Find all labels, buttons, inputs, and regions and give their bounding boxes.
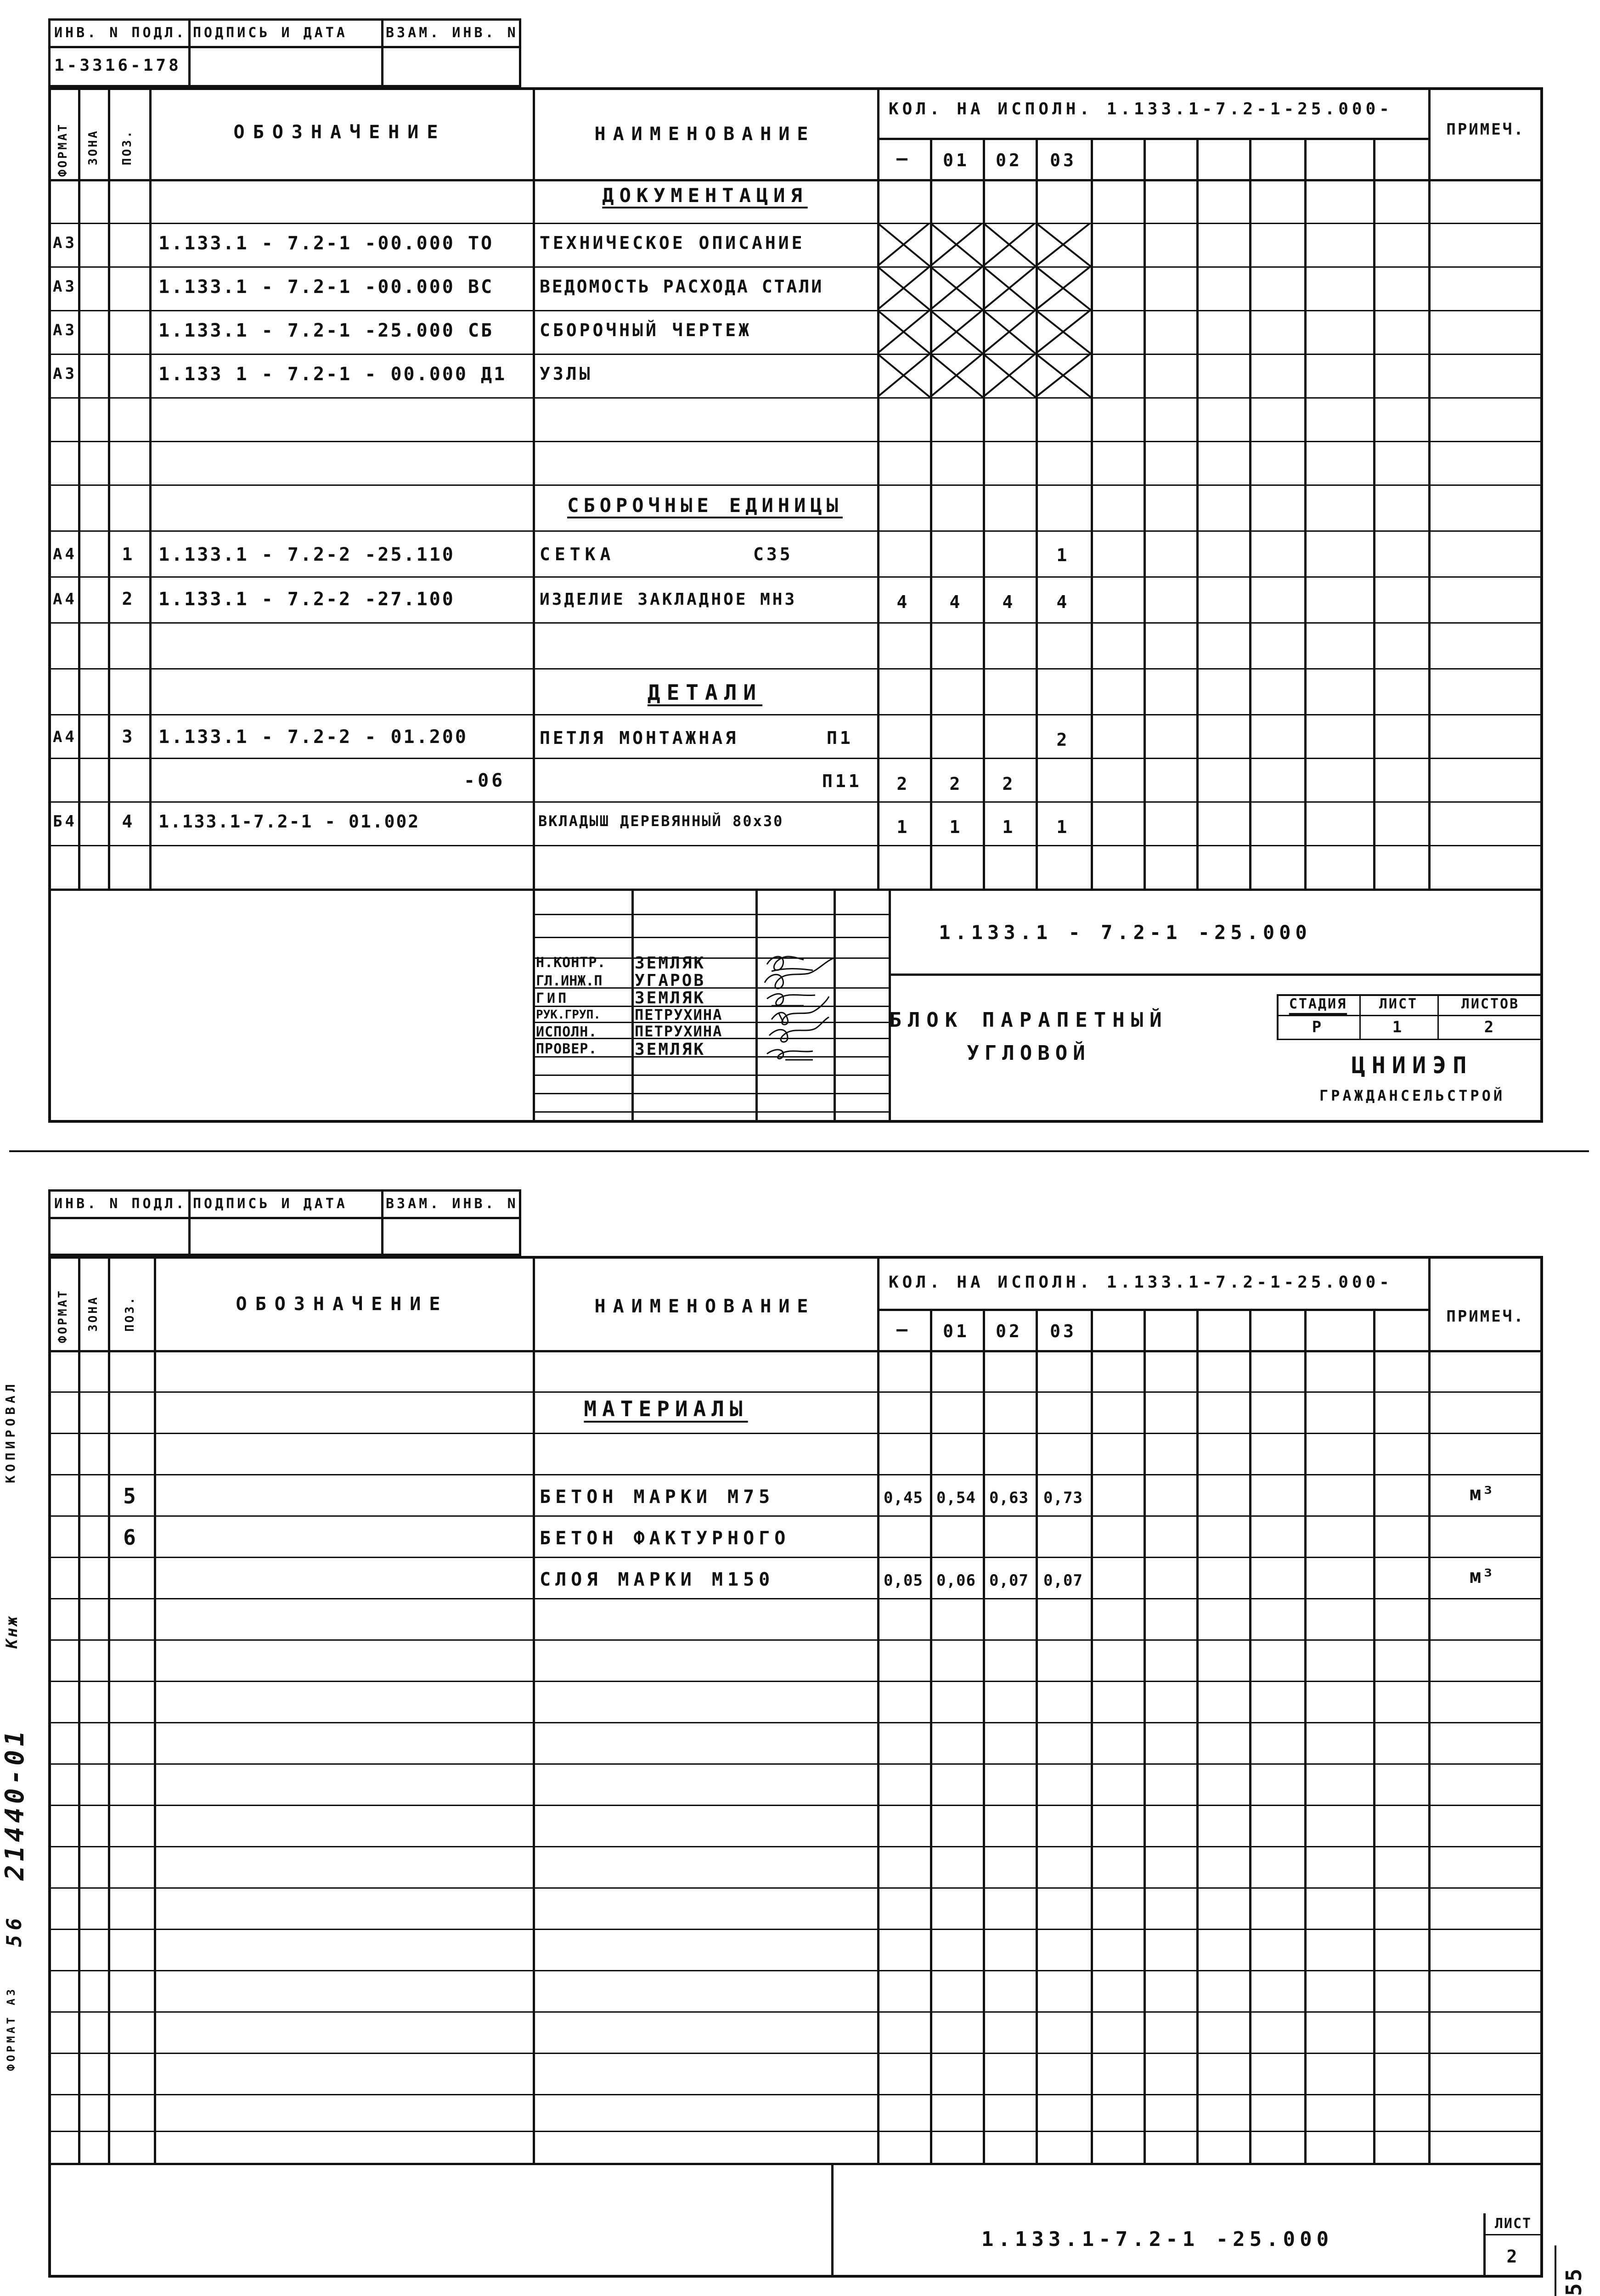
row6-q2: 4: [1002, 592, 1016, 612]
margin-copy: КОПИРОВАЛ: [3, 1380, 18, 1483]
org-name: ЦНИИЭП: [1351, 1052, 1473, 1079]
row6-q1: 4: [949, 592, 963, 612]
rule: [78, 87, 80, 889]
row6-q3: 4: [1056, 592, 1070, 612]
margin-sign: Кнж: [3, 1615, 21, 1649]
header-format-2: ФОРМАТ: [56, 1289, 70, 1343]
rule: [48, 484, 1543, 486]
header-designation: ОБОЗНАЧЕНИЕ: [233, 122, 446, 143]
rule: [48, 889, 1543, 891]
qty-col-2: 02: [996, 150, 1022, 170]
qty-col-3: 03: [1050, 150, 1076, 170]
rule: [48, 1391, 1543, 1393]
sheet-2-frame: [48, 1256, 1543, 2278]
row3-format: А3: [53, 321, 77, 339]
row6-designation: 1.133.1 - 7.2-2 -27.100: [158, 589, 455, 610]
role-3: ГИП: [536, 990, 569, 1007]
row5-format: А4: [53, 545, 77, 563]
row6-q0: 4: [896, 592, 910, 612]
rule: [48, 1763, 1543, 1765]
header-designation-2: ОБОЗНАЧЕНИЕ: [236, 1294, 449, 1315]
rule: [48, 1350, 1543, 1352]
qty-col-1: 01: [943, 150, 969, 170]
rule: [1036, 1309, 1038, 2163]
qty2-col-1: 01: [943, 1321, 969, 1341]
person-6: ЗЕМЛЯК: [635, 1040, 706, 1059]
row7-q3: 2: [1056, 730, 1070, 750]
rule: [877, 1309, 1428, 1311]
rule: [48, 2053, 1543, 2054]
mat3-q1: 0,06: [936, 1571, 976, 1590]
rule: [48, 1474, 1543, 1475]
rule: [831, 2163, 834, 2278]
mat1-unit: м³: [1470, 1482, 1495, 1505]
rule: [188, 1189, 191, 1256]
rule: [1373, 138, 1375, 889]
sheet1-code: 1.133.1 - 7.2-1 -25.000: [939, 921, 1312, 944]
rule: [533, 1111, 889, 1113]
rule: [1483, 2213, 1486, 2278]
role-1: Н.КОНТР.: [536, 955, 606, 971]
rule: [1091, 1309, 1093, 2163]
row4-designation: 1.133 1 - 7.2-1 - 00.000 Д1: [158, 364, 507, 385]
rule: [48, 266, 1543, 268]
mat1-q1: 0,54: [936, 1489, 976, 1507]
rule: [48, 668, 1543, 670]
rule: [48, 714, 1543, 715]
rule: [48, 397, 1543, 399]
rule: [48, 1217, 521, 1219]
section-materials: МАТЕРИАЛЫ: [584, 1396, 748, 1421]
person-5: ПЕТРУХИНА: [635, 1023, 723, 1040]
row9-q0: 1: [896, 817, 910, 837]
row8-q2: 2: [1002, 774, 1016, 794]
rule: [48, 2163, 1543, 2165]
row2-format: А3: [53, 277, 77, 296]
stamp-inv-value: 1-3316-178: [54, 56, 181, 75]
rule: [48, 845, 1543, 846]
header-name-2: НАИМЕНОВАНИЕ: [594, 1296, 816, 1317]
row9-q1: 1: [949, 817, 963, 837]
rule: [48, 223, 1543, 224]
rule: [1277, 1015, 1543, 1016]
sheet-value: 1: [1392, 1018, 1405, 1036]
row7-name: ПЕТЛЯ МОНТАЖНАЯ: [540, 728, 739, 748]
sheet-header: ЛИСТ: [1379, 996, 1418, 1012]
rule: [1277, 1039, 1543, 1040]
row5-q3: 1: [1056, 545, 1070, 565]
rule: [48, 354, 1543, 355]
stamp-vzam-header-2: ВЗАМ. ИНВ. N: [386, 1196, 518, 1212]
rule: [1483, 2234, 1543, 2235]
qty2-col-2: 02: [996, 1321, 1022, 1341]
rule: [48, 179, 1543, 181]
row1-format: А3: [53, 234, 77, 252]
rule: [983, 1309, 985, 2163]
page-number-rule: [1555, 2245, 1556, 2296]
sheet-separator: [9, 1150, 1589, 1152]
row7-format: А4: [53, 728, 77, 746]
rule: [930, 1309, 932, 2163]
row7-name-mark: П1: [827, 728, 853, 748]
section-parts: ДЕТАЛИ: [647, 680, 763, 705]
rule: [48, 46, 521, 48]
role-6: ПРОВЕР.: [536, 1041, 597, 1057]
row8-q0: 2: [896, 774, 910, 794]
rule: [533, 914, 889, 915]
rule: [48, 622, 1543, 624]
row4-name: УЗЛЫ: [540, 364, 593, 384]
mat3-q0: 0,05: [884, 1571, 923, 1590]
rule: [48, 1639, 1543, 1641]
rule: [149, 87, 152, 889]
row5-name-mark: С35: [753, 544, 793, 564]
rule: [877, 87, 879, 889]
rule: [877, 138, 1428, 140]
row1-name: ТЕХНИЧЕСКОЕ ОПИСАНИЕ: [540, 233, 805, 253]
qty2-col-3: 03: [1050, 1321, 1076, 1341]
row9-format: Б4: [53, 812, 77, 831]
crossed-cells: [877, 223, 1091, 397]
stage-value: Р: [1312, 1018, 1324, 1036]
row5-name: СЕТКА: [540, 544, 615, 564]
role-5: ИСПОЛН.: [536, 1024, 597, 1040]
row3-designation: 1.133.1 - 7.2-1 -25.000 СБ: [158, 320, 494, 341]
row4-format: А3: [53, 365, 77, 383]
row8-name-mark: П11: [822, 771, 862, 791]
rule: [1144, 138, 1146, 889]
rule: [381, 1189, 383, 1256]
rule: [1304, 138, 1307, 889]
margin-format: ФОРМАТ А3: [5, 1986, 17, 2071]
mat2-name: БЕТОН ФАКТУРНОГО: [540, 1528, 790, 1549]
header-name: НАИМЕНОВАНИЕ: [594, 124, 816, 145]
rule: [1196, 138, 1199, 889]
rule: [48, 758, 1543, 759]
rule: [533, 87, 535, 889]
margin-extra: 56: [3, 1913, 26, 1947]
row9-q3: 1: [1056, 817, 1070, 837]
row8-designation: -06: [464, 770, 506, 791]
sheets-header: ЛИСТОВ: [1461, 996, 1520, 1012]
stamp-inv-header: ИНВ. N ПОДЛ.: [54, 25, 187, 41]
rule: [48, 1929, 1543, 1930]
sheet2-code: 1.133.1-7.2-1 -25.000: [981, 2228, 1334, 2251]
rule: [48, 1846, 1543, 1847]
rule: [48, 441, 1543, 442]
section-docs: ДОКУМЕНТАЦИЯ: [602, 184, 808, 207]
rule: [48, 1722, 1543, 1723]
row6-pos: 2: [122, 589, 135, 609]
person-3: ЗЕМЛЯК: [635, 989, 706, 1007]
row6-format: А4: [53, 590, 77, 608]
header-pos: ПОЗ.: [120, 129, 134, 165]
section-assemblies: СБОРОЧНЫЕ ЕДИНИЦЫ: [567, 494, 843, 517]
rule: [1304, 1309, 1307, 2163]
person-2: УГАРОВ: [635, 971, 706, 990]
role-2: ГЛ.ИНЖ.П: [536, 973, 603, 989]
mat3-unit: м³: [1470, 1565, 1495, 1587]
stamp-sign-header-2: ПОДПИСЬ И ДАТА: [193, 1196, 348, 1212]
page-number: 55: [1561, 2267, 1586, 2296]
org-subname: ГРАЖДАНСЕЛЬСТРОЙ: [1319, 1087, 1505, 1104]
row3-name: СБОРОЧНЫЙ ЧЕРТЕЖ: [540, 320, 752, 340]
rule: [48, 1681, 1543, 1682]
header-zone-2: ЗОНА: [86, 1295, 100, 1332]
header-format: ФОРМАТ: [56, 123, 70, 177]
header-qty: КОЛ. НА ИСПОЛН. 1.133.1-7.2-1-25.000-: [889, 100, 1393, 118]
row5-designation: 1.133.1 - 7.2-2 -25.110: [158, 544, 455, 565]
row1-designation: 1.133.1 - 7.2-1 -00.000 ТО: [158, 233, 494, 254]
sheet2-sheet-header: ЛИСТ: [1494, 2216, 1532, 2232]
header-note: ПРИМЕЧ.: [1446, 120, 1525, 139]
rule: [1437, 994, 1439, 1040]
mat3-q2: 0,07: [989, 1571, 1029, 1590]
rule: [48, 310, 1543, 311]
stamp-inv-header-2: ИНВ. N ПОДЛ.: [54, 1196, 187, 1212]
mat1-q0: 0,45: [884, 1489, 923, 1507]
rule: [108, 87, 110, 889]
rule: [48, 801, 1543, 803]
row5-pos: 1: [122, 544, 135, 564]
rule: [1373, 1309, 1375, 2163]
row9-pos: 4: [122, 811, 135, 832]
mat1-q2: 0,63: [989, 1489, 1029, 1507]
rule: [533, 937, 889, 938]
person-1: ЗЕМЛЯК: [635, 954, 706, 973]
rule: [381, 18, 383, 87]
rule: [1249, 1309, 1251, 2163]
rule: [1144, 1309, 1146, 2163]
stamp-sign-header: ПОДПИСЬ И ДАТА: [193, 25, 348, 41]
rule: [1249, 138, 1251, 889]
title-line-1: БЛОК ПАРАПЕТНЫЙ: [889, 1008, 1168, 1032]
row9-designation: 1.133.1-7.2-1 - 01.002: [158, 811, 420, 832]
margin-archive-number: 21440-01: [0, 1727, 30, 1880]
rule: [1359, 994, 1361, 1040]
rule: [48, 2011, 1543, 2013]
mat3-q3: 0,07: [1043, 1571, 1083, 1590]
qty2-col-0: —: [896, 1319, 911, 1340]
header-pos-2: ПОЗ.: [123, 1295, 137, 1332]
rule: [1196, 1309, 1199, 2163]
row9-q2: 1: [1002, 817, 1016, 837]
header-qty-2: КОЛ. НА ИСПОЛН. 1.133.1-7.2-1-25.000-: [889, 1273, 1393, 1292]
rule: [48, 1805, 1543, 1806]
header-note-2: ПРИМЕЧ.: [1446, 1307, 1525, 1326]
row2-name: ВЕДОМОСТЬ РАСХОДА СТАЛИ: [540, 276, 824, 297]
stamp-vzam-header: ВЗАМ. ИНВ. N: [386, 25, 518, 41]
rule: [48, 1970, 1543, 1971]
row8-q1: 2: [949, 774, 963, 794]
mat2-pos: 6: [123, 1525, 139, 1550]
qty-col-0: —: [896, 148, 911, 169]
header-zone: ЗОНА: [86, 129, 100, 165]
rule: [188, 18, 191, 87]
rule: [48, 1887, 1543, 1889]
signatures: [753, 951, 891, 1070]
row2-designation: 1.133.1 - 7.2-1 -00.000 ВС: [158, 276, 494, 298]
rule: [889, 974, 1543, 976]
title-line-2: УГЛОВОЙ: [967, 1041, 1091, 1065]
role-4: РУК.ГРУП.: [536, 1008, 601, 1022]
row6-name: ИЗДЕЛИЕ ЗАКЛАДНОЕ МН3: [540, 590, 797, 609]
rule: [48, 1433, 1543, 1434]
row7-designation: 1.133.1 - 7.2-2 - 01.200: [158, 726, 468, 748]
sheet2-sheet-value: 2: [1506, 2246, 1520, 2267]
row9-name: ВКЛАДЫШ ДЕРЕВЯННЫЙ 80х30: [538, 812, 784, 830]
rule: [48, 1598, 1543, 1599]
person-4: ПЕТРУХИНА: [635, 1006, 723, 1024]
row7-pos: 3: [122, 726, 135, 747]
stage-header: СТАДИЯ: [1289, 996, 1347, 1012]
mat1-q3: 0,73: [1043, 1489, 1083, 1507]
mat1-pos: 5: [123, 1484, 139, 1508]
rule: [48, 530, 1543, 532]
rule: [48, 2131, 1543, 2132]
mat3-name: СЛОЯ МАРКИ М150: [540, 1569, 775, 1590]
rule: [533, 1093, 889, 1094]
rule: [533, 1075, 889, 1076]
rule: [1091, 138, 1093, 889]
rule: [48, 1515, 1543, 1517]
rule: [48, 1557, 1543, 1558]
rule: [1428, 87, 1431, 889]
mat1-name: БЕТОН МАРКИ М75: [540, 1486, 775, 1508]
sheets-value: 2: [1484, 1018, 1497, 1036]
rule: [48, 2094, 1543, 2095]
rule: [48, 576, 1543, 578]
